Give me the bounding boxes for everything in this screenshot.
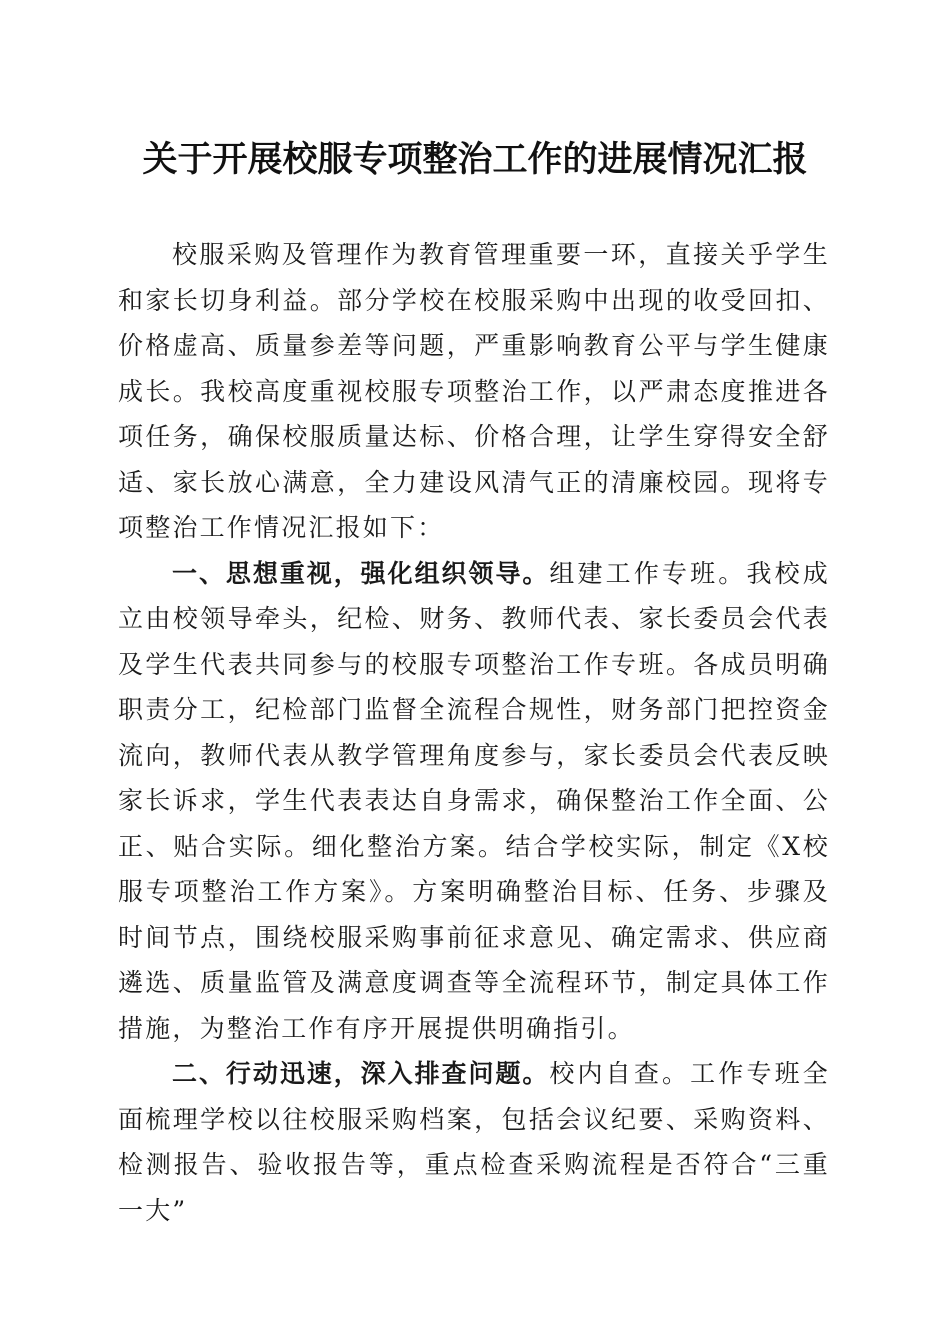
- page-title: 关于开展校服专项整治工作的进展情况汇报: [142, 139, 808, 180]
- section-2-heading: 二、行动迅速，深入排查问题。: [172, 1059, 550, 1088]
- section-2-paragraph: [118, 1051, 830, 1233]
- section-2-text: 校内自查。工作专班全面梳理学校以往校服采购档案，包括会议纪要、采购资料、检测报告、验收报告等，重点检查采购流程是否符合“三重一大”: [118, 1059, 830, 1225]
- section-1-heading: 一、思想重视，强化组织领导。: [172, 558, 550, 588]
- section-1-text: 组建工作专班。我校成立由校领导牵头，纪检、财务、教师代表、家长委员会代表及学生代表共同参与的校服专项整治工作专班。各成员明确职责分工，纪检部门监督全流程合规性，财务部门把控资金流向，教师代表从教学管理角度参与，家长委员会代表反映家长诉求，学生代表表达自身需求，确保整治工作全面、公正、贴合实际。细化整治方案。结合学校实际，制定《X校服专项整治工作方案》。方案明确整治目标、任务、步骤及时间节点，围绕校服采购事前征求意见、确定需求、供应商遴选、质量监管及满意度调查等全流程环节，制定具体工作措施，为整治工作有序开展提供明确指引。: [118, 558, 830, 1043]
- document-body: [118, 232, 830, 1233]
- intro-paragraph: 校服采购及管理作为教育管理重要一环，直接关乎学生和家长切身利益。部分学校在校服采购中出现的收受回扣、价格虚高、质量参差等问题，严重影响教育公平与学生健康成长。我校高度重视校服专项整治工作，以严肃态度推进各项任务，确保校服质量达标、价格合理，让学生穿得安全舒适、家长放心满意，全力建设风清气正的清廉校园。现将专项整治工作情况汇报如下：: [118, 240, 830, 542]
- section-1-paragraph: [118, 551, 830, 1052]
